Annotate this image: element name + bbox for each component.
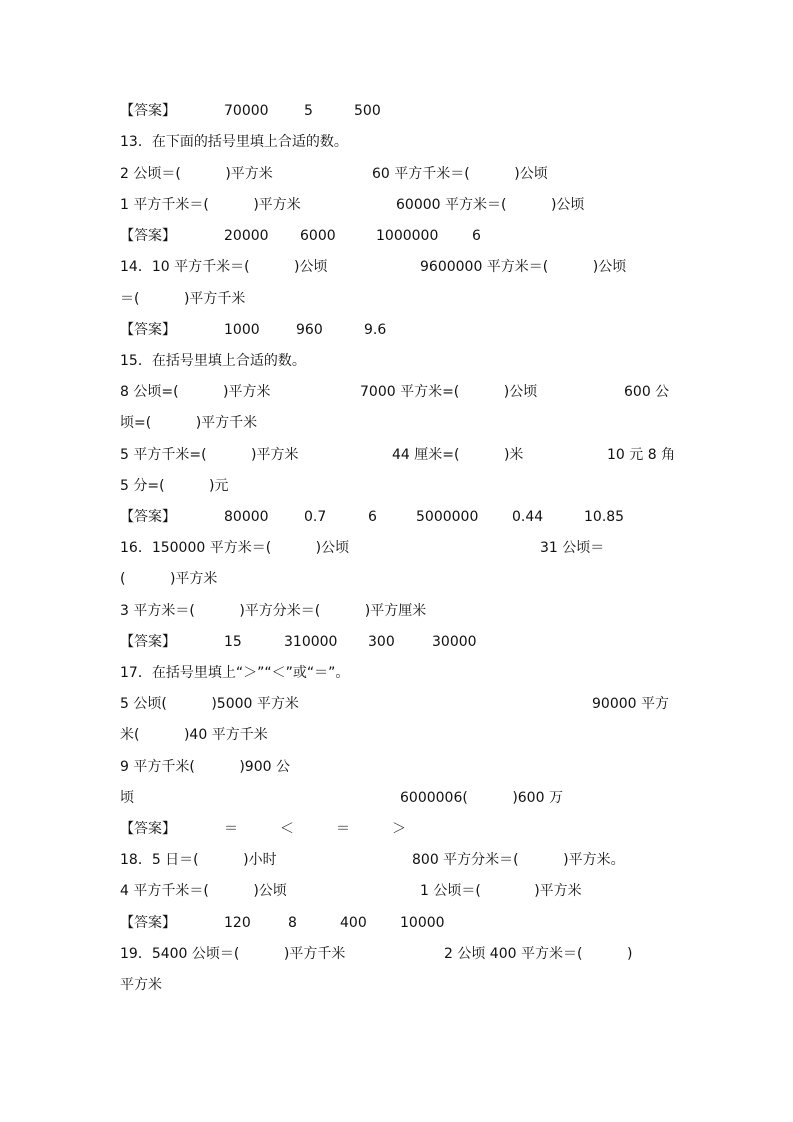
question-text: 8 公顷=( )平方米 <box>120 384 271 400</box>
answer-line-17 <box>120 817 406 841</box>
question-text: 2 公顷 400 平方米＝( ) <box>444 946 633 962</box>
answer-value: 6 <box>472 228 481 244</box>
question-15-line-d <box>120 474 229 498</box>
answer-label: 【答案】 <box>120 103 176 119</box>
answer-value: 6 <box>368 509 377 525</box>
question-18-line-b <box>120 879 582 903</box>
question-text: 18．5 日＝( )小时 <box>120 852 277 868</box>
question-14-line-b <box>120 287 246 311</box>
answer-line-12 <box>120 99 381 123</box>
answer-line-13 <box>120 224 481 248</box>
question-text: 31 公顷＝ <box>540 540 605 556</box>
answer-label: 【答案】 <box>120 915 176 931</box>
question-13-line-b <box>120 193 585 217</box>
question-text: 5 公顷( )5000 平方米 <box>120 696 299 712</box>
answer-value: 0.7 <box>304 509 327 525</box>
answer-value: 5 <box>304 103 313 119</box>
question-17-title <box>120 661 350 685</box>
question-text: 6000006( )600 万 <box>400 790 563 806</box>
answer-value: 1000 <box>224 322 260 338</box>
question-13-line-a <box>120 162 548 186</box>
answer-line-18 <box>120 911 445 935</box>
question-text: 9600000 平方米＝( )公顷 <box>420 259 627 275</box>
question-15-line-b <box>120 411 258 435</box>
answer-label: 【答案】 <box>120 634 176 650</box>
answer-value: 6000 <box>300 228 336 244</box>
question-14-line-a <box>120 255 627 279</box>
question-text: 10 元 8 角 <box>607 447 676 463</box>
question-text: 19．5400 公顷＝( )平方千米 <box>120 946 346 962</box>
answer-value: 20000 <box>224 228 269 244</box>
question-15-title <box>120 349 306 373</box>
question-text: 4 平方千米＝( )公顷 <box>120 883 287 899</box>
answer-value: 80000 <box>224 509 269 525</box>
question-text: 800 平方分米＝( )平方米。 <box>412 852 625 868</box>
question-19-line-a <box>120 942 633 966</box>
question-text: 2 公顷＝( )平方米 <box>120 166 273 182</box>
question-text: 60000 平方米＝( )公顷 <box>396 197 585 213</box>
answer-value: 10.85 <box>584 509 625 525</box>
question-16-line-b <box>120 567 218 591</box>
answer-line-16 <box>120 630 477 654</box>
answer-line-14 <box>120 318 387 342</box>
question-text: 顷 <box>120 790 134 806</box>
question-text: 13．在下面的括号里填上合适的数。 <box>120 134 348 150</box>
question-17-line-d <box>120 786 563 810</box>
question-16-line-a <box>120 536 605 560</box>
answer-label: 【答案】 <box>120 509 176 525</box>
question-text: 1 公顷＝( )平方米 <box>420 883 582 899</box>
question-17-line-c <box>120 755 290 779</box>
question-text: 顷=( )平方千米 <box>120 415 258 431</box>
question-19-line-b <box>120 973 162 997</box>
answer-value: ＝ <box>336 821 350 837</box>
question-text: 5 平方千米=( )平方米 <box>120 447 299 463</box>
answer-value: 0.44 <box>512 509 544 525</box>
answer-value: 5000000 <box>416 509 479 525</box>
question-15-line-c <box>120 443 676 467</box>
question-17-line-a <box>120 692 669 716</box>
answer-value: 1000000 <box>376 228 439 244</box>
answer-value: 30000 <box>432 634 477 650</box>
question-text: 7000 平方米=( )公顷 <box>360 384 538 400</box>
answer-line-15 <box>120 505 625 529</box>
question-text: ＝( )平方千米 <box>120 291 246 307</box>
question-text: 3 平方米＝( )平方分米＝( )平方厘米 <box>120 603 427 619</box>
answer-value: 9.6 <box>364 322 387 338</box>
question-text: 17．在括号里填上“＞”“＜”或“＝”。 <box>120 665 350 681</box>
question-text: 14．10 平方千米＝( )公顷 <box>120 259 328 275</box>
question-text: ( )平方米 <box>120 571 218 587</box>
answer-value: ＞ <box>392 821 406 837</box>
question-13-title <box>120 130 348 154</box>
answer-value: 960 <box>296 322 323 338</box>
question-text: 44 厘米=( )米 <box>392 447 524 463</box>
question-text: 16．150000 平方米＝( )公顷 <box>120 540 350 556</box>
answer-label: 【答案】 <box>120 322 176 338</box>
answer-value: 300 <box>368 634 395 650</box>
answer-value: 500 <box>354 103 381 119</box>
question-17-line-b <box>120 723 268 747</box>
question-text: 9 平方千米( )900 公 <box>120 759 290 775</box>
question-18-line-a <box>120 848 625 872</box>
answer-value: 400 <box>340 915 367 931</box>
question-16-line-c <box>120 599 427 623</box>
question-text: 600 公 <box>624 384 670 400</box>
answer-value: 70000 <box>224 103 269 119</box>
question-text: 90000 平方 <box>592 696 669 712</box>
answer-label: 【答案】 <box>120 821 176 837</box>
answer-value: ＜ <box>280 821 294 837</box>
question-text: 5 分=( )元 <box>120 478 229 494</box>
question-text: 15．在括号里填上合适的数。 <box>120 353 306 369</box>
answer-value: 120 <box>224 915 251 931</box>
answer-label: 【答案】 <box>120 228 176 244</box>
question-text: 平方米 <box>120 977 162 993</box>
question-text: 60 平方千米＝( )公顷 <box>372 166 548 182</box>
answer-value: 10000 <box>400 915 445 931</box>
answer-value: 310000 <box>284 634 338 650</box>
answer-value: 8 <box>288 915 297 931</box>
answer-value: 15 <box>224 634 242 650</box>
question-text: 米( )40 平方千米 <box>120 727 268 743</box>
answer-value: ＝ <box>224 821 238 837</box>
question-15-line-a <box>120 380 670 404</box>
question-text: 1 平方千米＝( )平方米 <box>120 197 301 213</box>
